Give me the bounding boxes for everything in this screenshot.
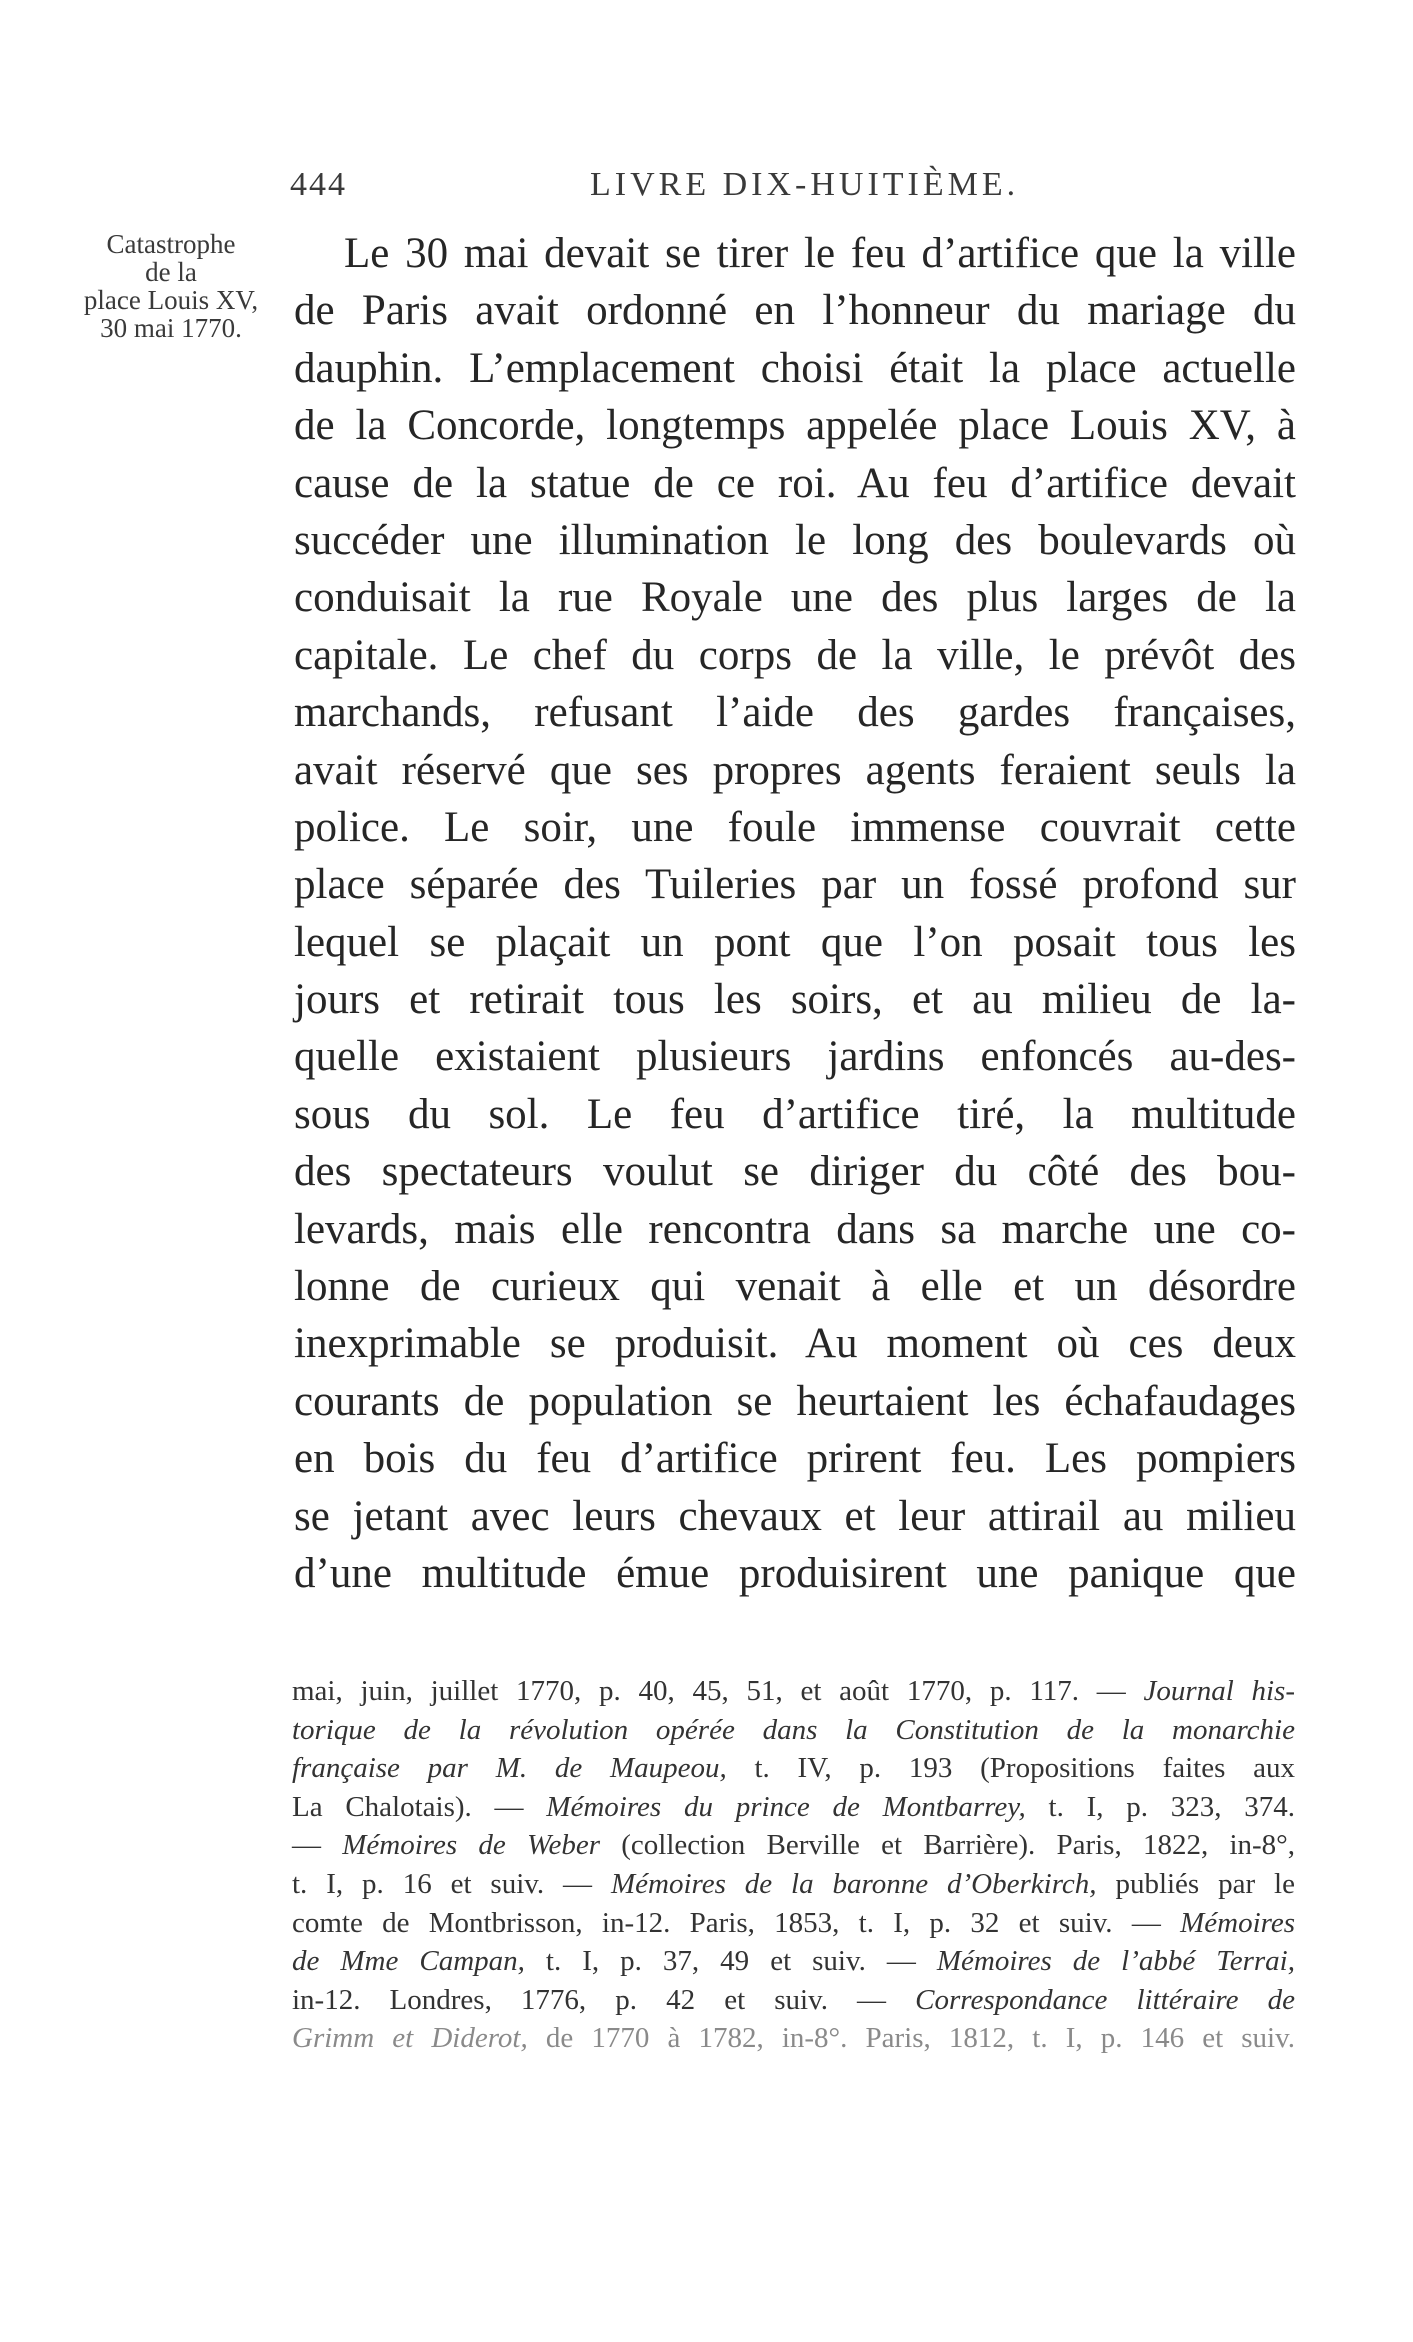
footnote-citation-title: de Mme Campan, [292,1945,525,1978]
footnote-line [292,1904,1295,1943]
footnote-line [292,1981,1295,2020]
footnote-line [292,1672,1295,1711]
margin-note-line: de la [145,257,197,287]
footnote-citation-title: Grimm et Diderot, [292,2022,528,2055]
footnote-text: mai, juin, juillet 1770, p. 40, 45, 51, et août 1770, p. 117. — [292,1675,1144,1707]
footnote-line [292,1826,1295,1865]
footnote-line [292,1865,1295,1904]
footnote-text: in-12. Londres, 1776, p. 42 et suiv. — [292,1983,916,2016]
footnote-text: t. I, p. 323, 374. [1025,1790,1295,1823]
footnote-citation-title: Journal his- [1143,1675,1295,1707]
text-line: conduisait la rue Royale une des plus larges de la [294,574,1296,622]
margin-note-line: 30 mai 1770. [100,313,242,343]
text-line: se jetant avec leurs chevaux et leur attirail au milieu [294,1492,1296,1540]
footnote-line [292,1942,1295,1981]
footnote-text: La Chalotais). — [292,1790,547,1823]
text-line: quelle existaient plusieurs jardins enfoncés au-des- [294,1033,1296,1081]
text-line: jours et retirait tous les soirs, et au milieu de la- [294,976,1296,1024]
footnote-text: (collection Berville et Barrière). Paris, 1822, in-8°, [600,1829,1296,1862]
footnote [292,1672,1295,2058]
text-line: dauphin. L’emplacement choisi était la place actuelle [294,344,1296,392]
text-line: en bois du feu d’artifice prirent feu. Les pompiers [294,1435,1296,1483]
margin-note [60,230,282,342]
text-line: avait réservé que ses propres agents feraient seuls la [294,746,1296,794]
text-line: lequel se plaçait un pont que l’on posait tous les [294,918,1296,966]
footnote-citation-title: Correspondance littéraire de [915,1983,1295,2016]
text-line: succéder une illumination le long des boulevards où [294,516,1296,564]
footnote-text: t. I, p. 37, 49 et suiv. — [524,1945,937,1978]
footnote-text: t. IV, p. 193 (Propositions faites aux [726,1752,1295,1785]
text-line: place séparée des Tuileries par un fossé profond sur [294,861,1296,909]
body-paragraph [294,225,1296,1602]
text-line: Le 30 mai devait se tirer le feu d’artifice que la ville [344,230,1296,277]
footnote-citation-title: Mémoires [1180,1906,1295,1939]
margin-note-line: Catastrophe [106,229,236,259]
footnote-citation-title: Mémoires de Weber [342,1829,601,1862]
text-line: capitale. Le chef du corps de la ville, le prévôt des [294,631,1296,679]
text-line: des spectateurs voulut se diriger du côté des bou- [294,1148,1296,1196]
page-header [290,166,1300,210]
footnote-citation-title: française par M. de Maupeou, [292,1752,727,1785]
footnote-text: — [292,1829,343,1862]
footnote-line [292,1711,1295,1750]
footnote-text: t. I, p. 16 et suiv. — [292,1867,611,1900]
text-line: sous du sol. Le feu d’artifice tiré, la multitude [294,1090,1296,1138]
text-line: levards, mais elle rencontra dans sa marche une co- [294,1205,1296,1253]
text-line: cause de la statue de ce roi. Au feu d’artifice devait [294,459,1296,507]
footnote-citation-title: Mémoires du prince de Montbarrey, [546,1790,1026,1823]
text-line: marchands, refusant l’aide des gardes françaises, [294,689,1296,737]
text-line: de la Concorde, longtemps appelée place Louis XV, à [294,402,1296,450]
margin-note-line: place Louis XV, [83,285,259,315]
footnote-text: de 1770 à 1782, in-8°. Paris, 1812, t. I, p. 146 et suiv. [527,2022,1295,2055]
text-line: courants de population se heurtaient les échafaudages [294,1377,1296,1425]
footnote-line [292,2019,1295,2058]
text-line: de Paris avait ordonné en l’honneur du mariage du [294,287,1296,335]
footnote-text: publiés par le [1096,1867,1295,1900]
footnote-line [292,1788,1295,1827]
page-number: 444 [290,166,347,203]
text-line: lonne de curieux qui venait à elle et un désordre [294,1263,1296,1311]
text-line: inexprimable se produisit. Au moment où ces deux [294,1320,1296,1368]
footnote-text: comte de Montbrisson, in-12. Paris, 1853, t. I, p. 32 et suiv. — [292,1906,1181,1939]
footnote-citation-title: Mémoires de l’abbé Terrai, [936,1945,1295,1978]
text-line: d’une multitude émue produisirent une panique que [294,1549,1296,1597]
footnote-citation-title: torique de la révolution opérée dans la Constitution de la monarchie [292,1713,1295,1746]
footnote-line [292,1749,1295,1788]
footnote-citation-title: Mémoires de la baronne d’Oberkirch, [610,1867,1097,1900]
running-title: LIVRE DIX-HUITIÈME. [590,166,1020,203]
text-line: police. Le soir, une foule immense couvrait cette [294,803,1296,851]
